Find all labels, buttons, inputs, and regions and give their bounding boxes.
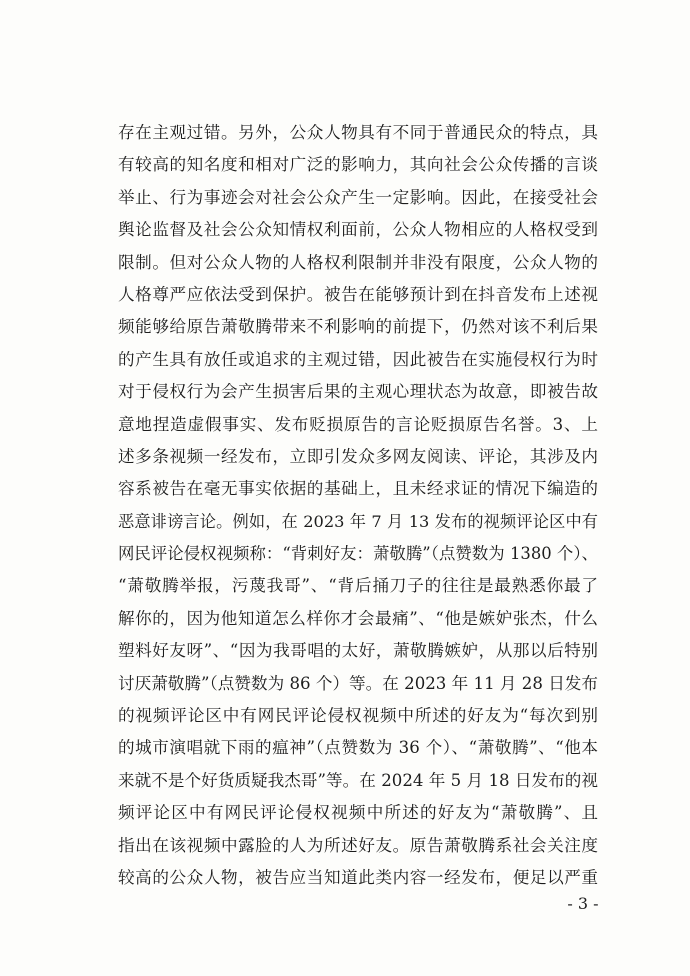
text-line: “萧敬腾举报，污蔑我哥”、“背后捅刀子的往往是最熟悉你最了 bbox=[118, 576, 598, 596]
text-line: 较高的公众人物，被告应当知道此类内容一经发布，便足以严重 bbox=[118, 867, 598, 887]
text-line: 述多条视频一经发布，立即引发众多网友阅读、评论，其涉及内 bbox=[118, 446, 598, 466]
text-line: 来就不是个好货质疑我杰哥”等。在 2024 年 5 月 18 日发布的视 bbox=[118, 770, 598, 790]
text-line: 的视频评论区中有网民评论侵权视频中所述的好友为“每次到别 bbox=[118, 706, 598, 726]
text-line: 限制。但对公众人物的人格权利限制并非没有限度，公众人物的 bbox=[118, 252, 598, 272]
page-number: - 3 - bbox=[567, 894, 599, 913]
text-line: 解你的，因为他知道怎么样你才会最痛”、“他是嫉妒张杰，什么 bbox=[118, 608, 598, 628]
text-line: 频能够给原告萧敬腾带来不利影响的前提下，仍然对该不利后果 bbox=[118, 317, 598, 337]
text-line: 塑料好友呀”、“因为我哥唱的太好，萧敬腾嫉妒，从那以后特别 bbox=[118, 641, 598, 661]
text-line: 举止、行为事迹会对社会公众产生一定影响。因此，在接受社会 bbox=[118, 187, 598, 207]
text-line: 容系被告在毫无事实依据的基础上，且未经求证的情况下编造的 bbox=[118, 479, 598, 499]
text-line: 讨厌萧敬腾”（点赞数为 86 个）等。在 2023 年 11 月 28 日发布 bbox=[118, 673, 598, 693]
text-line: 的城市演唱就下雨的瘟神”（点赞数为 36 个）、“萧敬腾”、“他本 bbox=[118, 738, 598, 758]
text-line: 指出在该视频中露脸的人为所述好友。原告萧敬腾系社会关注度 bbox=[118, 835, 598, 855]
text-line: 舆论监督及社会公众知情权利面前，公众人物相应的人格权受到 bbox=[118, 220, 598, 240]
text-line: 对于侵权行为会产生损害后果的主观心理状态为故意，即被告故 bbox=[118, 382, 598, 402]
text-line: 存在主观过错。另外，公众人物具有不同于普通民众的特点，具 bbox=[118, 123, 598, 142]
text-line: 人格尊严应依法受到保护。被告在能够预计到在抖音发布上述视 bbox=[118, 284, 598, 304]
text-line: 网民评论侵权视频称：“背刺好友：萧敬腾”（点赞数为 1380 个）、 bbox=[118, 544, 598, 564]
text-line: 频评论区中有网民评论侵权视频中所述的好友为“萧敬腾”、且 bbox=[118, 803, 598, 823]
text-line: 恶意诽谤言论。例如，在 2023 年 7 月 13 发布的视频评论区中有 bbox=[118, 511, 598, 531]
body-paragraph bbox=[118, 117, 598, 894]
text-line: 的产生具有放任或追求的主观过错，因此被告在实施侵权行为时 bbox=[118, 349, 598, 369]
text-line: 有较高的知名度和相对广泛的影响力，其向社会公众传播的言谈 bbox=[118, 155, 598, 175]
text-line: 意地捏造虚假事实、发布贬损原告的言论贬损原告名誉。3、上 bbox=[118, 414, 598, 434]
